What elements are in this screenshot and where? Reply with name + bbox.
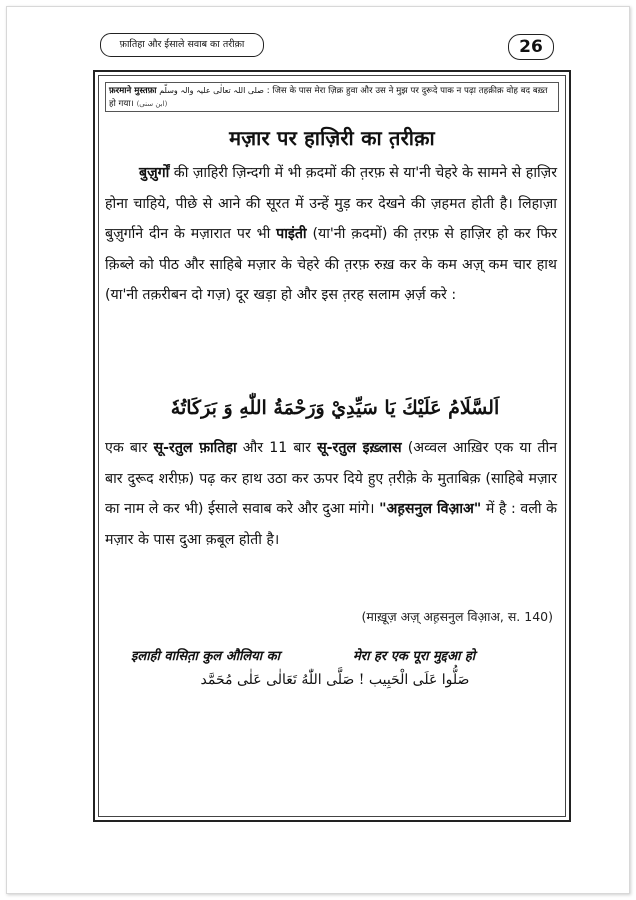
paragraph-2 <box>105 433 557 555</box>
paragraph-2-text-a: एक बार <box>105 440 154 456</box>
couplet-line-2: मेरा हर एक पूरा मुद्दआ हो <box>353 649 476 664</box>
paragraph-2-fatiha: सू-रतुल फ़ातिहा <box>153 440 237 456</box>
farmane-label: फ़रमाने मुस्तफ़ा <box>109 86 157 96</box>
paragraph-2-text-d: में है : वली के मज़ार के पास दुआ क़बूल होती है। <box>105 501 557 548</box>
paragraph-2-text-b: और 11 बार <box>236 440 318 456</box>
source-reference: (माख़ूज़ अज़् अह़सनुल विआ़अ, स. 140) <box>361 609 553 624</box>
arabic-honorific: صلی اللہ تعالٰی علیہ والہ وسلّم <box>159 86 264 95</box>
farmane-text: : जिस के पास मेरा ज़िक्र हुवा और उस ने मुझ पर दुरूदे पाक न पढ़ा तहक़ीक़ वोह बद बख़्त हो गया। <box>109 86 548 109</box>
paragraph-1-text-b: (या'नी क़दमों) की त़रफ़ से हाज़िर हो कर फिर क़िब्ले को पीठ और साहिबे मज़ार के चेहरे की त़रफ़ रुख़ कर के कम अज़् कम चार हाथ (या'नी तक़रीबन दो गज़) दूर खड़ा हो और इस त़रह सलाम अ़र्ज़ करे : <box>105 226 557 303</box>
paragraph-1 <box>105 158 557 311</box>
salaam-arabic: اَلسَّلَامُ عَلَيْكَ يَا سَيِّدِيْ وَرَحْمَةُ اللّٰهِ وَ بَرَكَاتُهٗ <box>170 397 500 419</box>
farmane-reference: (ابن سنی) <box>136 100 168 108</box>
paragraph-2-ikhlas: सू-रतुल इख़्लास <box>317 440 402 456</box>
couplet-line-1: इलाही वासित़ा कुल औलिया का <box>131 649 281 664</box>
content-box <box>93 70 571 822</box>
paragraph-1-text-a: की ज़ाहिरी ज़िन्दगी में भी क़दमों की त़रफ़ से या'नी चेहरे के सामने से हाज़िर होना चाहिये, पीछे से आने की सूरत में उन्हें मुड़ कर देखने की ज़हमत होती है। लिहाज़ा बुज़ुर्गाने दीन के मज़ारात पर भी <box>105 165 557 242</box>
page-title: मज़ार पर हाज़िरी का त़रीक़ा <box>229 126 435 150</box>
paragraph-1-bold-painti: पाइंती <box>276 226 307 242</box>
header-book-title: फ़ातिहा और ईसाले सवाब का तरीक़ा <box>100 33 264 57</box>
salawat-arabic: صَلُّوا عَلَى الْحَبِيب ! صَلَّى اللّٰهُ تَعَالٰى عَلٰى مُحَمَّد <box>200 672 470 688</box>
paragraph-1-lead: बुज़ुर्गों <box>139 165 170 181</box>
paragraph-2-text-c: (अव्वल आख़िर एक या तीन बार दुरूद शरीफ़) पढ़ कर हाथ उठा कर ऊपर दिये हुए त़रीक़े के मुताबिक़ (साहिबे मज़ार का नाम ले कर भी) ईसाले सवाब करे और दुआ मांगे। <box>105 440 557 517</box>
farmane-mustafa-box <box>105 82 559 112</box>
page-number: 26 <box>508 34 554 60</box>
paragraph-2-book-title: "अह़सनुल विआ़अ" <box>379 501 482 517</box>
